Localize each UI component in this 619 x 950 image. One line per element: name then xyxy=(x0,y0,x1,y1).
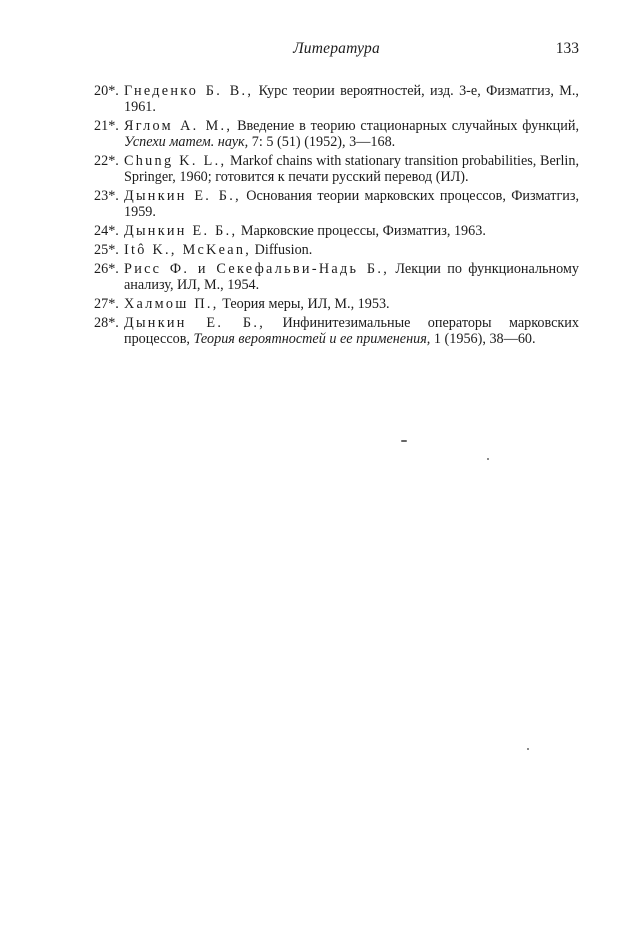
reference-item xyxy=(94,188,579,220)
reference-item xyxy=(94,153,579,185)
reference-text: Инфинитезимальные операторы марковских процессов, xyxy=(124,315,579,347)
running-title: Литература xyxy=(293,40,380,57)
reference-item xyxy=(94,315,579,347)
reference-text: Diffusion. xyxy=(251,242,313,258)
reference-item xyxy=(94,261,579,293)
reference-item xyxy=(94,83,579,115)
reference-author: Дынкин Е. Б., xyxy=(124,188,241,204)
reference-number: 26*. xyxy=(94,261,119,277)
reference-number: 24*. xyxy=(94,223,119,239)
reference-author: Рисс Ф. и Секефальви-Надь Б., xyxy=(124,261,390,277)
page-number: 133 xyxy=(555,40,579,57)
reference-number: 20*. xyxy=(94,83,119,99)
reference-author: Дынкин Е. Б., xyxy=(124,223,238,239)
reference-author: Дынкин Е. Б., xyxy=(124,315,266,331)
reference-author: Гнеденко Б. В., xyxy=(124,83,254,99)
reference-author: Itô K., McKean, xyxy=(124,242,252,258)
reference-list xyxy=(94,83,579,350)
reference-item xyxy=(94,296,579,312)
reference-item xyxy=(94,242,579,258)
scan-speck xyxy=(487,458,489,460)
reference-text: Теория меры, ИЛ, М., 1953. xyxy=(218,296,390,312)
scan-speck xyxy=(527,748,529,750)
reference-text: Markof chains with stationary transition probabilities, Berlin, Springer, 1960; готовится к печати русский перевод (ИЛ). xyxy=(124,153,579,185)
reference-item xyxy=(94,118,579,150)
reference-author: Chung K. L., xyxy=(124,153,227,169)
reference-details: 7: 5 (51) (1952), 3—168. xyxy=(248,134,396,150)
reference-journal: Успехи матем. наук, xyxy=(124,134,249,150)
reference-number: 22*. xyxy=(94,153,119,169)
reference-number: 27*. xyxy=(94,296,119,312)
reference-text: Основания теории марковских процессов, Физматгиз, 1959. xyxy=(124,188,580,220)
reference-text: Лекции по функциональному анализу, ИЛ, М., 1954. xyxy=(124,261,579,293)
reference-text: Марковские процессы, Физматгиз, 1963. xyxy=(237,223,486,239)
reference-journal: Теория вероятностей и ее применения, xyxy=(193,331,431,347)
reference-text: Введение в теорию стационарных случайных функций, xyxy=(232,118,580,134)
reference-author: Яглом А. М., xyxy=(124,118,233,134)
reference-author: Халмош П., xyxy=(124,296,219,312)
scan-speck xyxy=(401,440,407,442)
reference-text: Курс теории вероятностей, изд. 3-е, Физматгиз, М., 1961. xyxy=(124,83,579,115)
running-header xyxy=(94,40,579,62)
reference-details: 1 (1956), 38—60. xyxy=(430,331,536,347)
reference-number: 28*. xyxy=(94,315,119,331)
reference-number: 25*. xyxy=(94,242,119,258)
reference-number: 23*. xyxy=(94,188,119,204)
reference-number: 21*. xyxy=(94,118,119,134)
reference-item xyxy=(94,223,579,239)
